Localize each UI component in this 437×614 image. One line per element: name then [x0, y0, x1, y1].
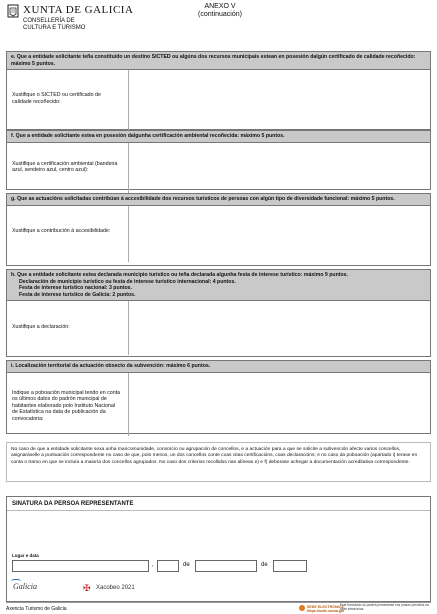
sede-electronica-icon: [299, 605, 305, 611]
section-i-input[interactable]: [128, 373, 129, 436]
section-h-line2: Festa de interese turístico nacional: 3 puntos.: [19, 285, 132, 292]
section-h-body: [7, 301, 430, 355]
section-h-title: h. Que a entidade solicitante estea declarada municipio turístico ou teña declarada algunha festa de interese turístico: máximo 9 puntos.: [11, 272, 348, 278]
galicia-logo: Galicia: [13, 582, 37, 591]
section-i-label: Indique a poboación municipal tendo en conta os últimos datos do padrón municipal de habitantes elaborado polo Instituto Nacional de Estatística na data de publicación da convocatoria:: [12, 389, 121, 422]
sede-url[interactable]: https://sede.xunta.gal: [307, 609, 344, 613]
section-e: [6, 51, 431, 130]
signature-box: [6, 496, 431, 602]
signature-divider: [7, 510, 430, 511]
footer-agency: Axencia Turismo de Galicia: [6, 606, 67, 612]
section-e-body: [7, 70, 430, 132]
de-separator-1: de: [183, 562, 190, 568]
annex-label: ANEXO V: [204, 3, 236, 10]
place-date-row: [7, 560, 430, 572]
section-h: [6, 269, 431, 357]
section-f-heading: f. Que a entidade solicitante estea en posesión dalgunha certificación ambiental recoñecida: máximo 5 puntos.: [7, 131, 430, 143]
section-g: [6, 193, 431, 266]
section-f: [6, 130, 431, 190]
section-i: [6, 360, 431, 434]
section-g-heading: g. Que as actuacións solicitadas contribúan á accesibilidade dos recursos turísticos de persoas con algún tipo de diversidade funcional: máximo 5 puntos.: [7, 194, 430, 206]
page-footer: [0, 602, 437, 614]
day-input[interactable]: [157, 560, 179, 572]
signature-title: SINATURA DA PERSOA REPRESENTANTE: [12, 501, 134, 507]
xacobeo-cross-icon: ✠: [83, 583, 91, 593]
section-h-input[interactable]: [128, 301, 129, 355]
section-g-label: Xustifique a contribución á accesibilidade:: [12, 227, 111, 234]
de-separator-2: de: [261, 562, 268, 568]
logo-subtitle-line1: CONSELLERÍA DE: [23, 18, 75, 24]
section-f-body: [7, 143, 430, 193]
comma-separator: ,: [152, 562, 154, 568]
brand-logos: [7, 576, 430, 601]
year-input[interactable]: [273, 560, 307, 572]
section-h-line3: Festa de interese turístico de Galicia: 2 puntos.: [19, 291, 136, 298]
place-date-label: Lugar e data: [12, 553, 39, 558]
section-h-line1: Declaración de municipio turístico ou festa de interese turístico internacional: 4 puntos.: [19, 278, 236, 285]
annex-subtitle: (continuación): [198, 11, 242, 18]
sede-note: Este formulario só poderá presentarse nos prazos previstos na sede electrónica.: [340, 603, 429, 611]
section-e-heading: e. Que a entidade solicitante teña constituído un destino SICTED ou algúns dos recursos municipais estean en posesión dalgún certificado de calidade recoñecido: máximo 5 puntos.: [7, 52, 430, 70]
month-input[interactable]: [195, 560, 257, 572]
section-f-label: Xustifique a certificación ambiental (bandeira azul, sendeiro azul, centro azul):: [12, 160, 118, 174]
sede-electronica[interactable]: [307, 605, 344, 613]
section-h-label: Xustifique a declaración:: [12, 324, 70, 331]
section-f-input[interactable]: [128, 143, 129, 193]
section-i-heading: i. Localización territorial da actuación obxecto da subvención: máximo 6 puntos.: [7, 361, 430, 373]
page-header: [0, 0, 437, 48]
coat-of-arms-icon: [7, 4, 19, 18]
logo-title: XUNTA DE GALICIA: [23, 4, 134, 16]
grouping-note: No caso de que a entidade solicitante sexa unha mancomunidade, consorcio ou agrupación de concellos, e a actuación para a que se solicite a subvención afecte varios concellos, asignaráselle a puntuación correspondente no caso de que, polo menos, un dos concellos conte coas citas certificacións, coas declaracións; e no caso da poboación (apartado i) terase en conta o tramo en que se incluía a maioría dos concellos agrupados. No caso dos criterios recollidos nas alíneas e) e f) deberase achegar a documentación acreditativa correspondente.: [6, 442, 431, 482]
sede-label: SEDE ELECTRÓNICA: [307, 605, 344, 609]
section-e-label: Xustifique o SICTED ou certificado de calidade recoñecido:: [12, 92, 101, 105]
place-input[interactable]: [12, 560, 149, 572]
section-g-input[interactable]: [128, 206, 129, 262]
section-e-input[interactable]: [128, 70, 129, 132]
annex-title: [180, 3, 260, 19]
section-g-body: [7, 206, 430, 262]
logo-subtitle-line2: CULTURA E TURISMO: [23, 25, 86, 31]
section-h-heading: [7, 270, 430, 301]
section-i-body: [7, 373, 430, 436]
xacobeo-logo: Xacobeo 2021: [96, 585, 135, 591]
